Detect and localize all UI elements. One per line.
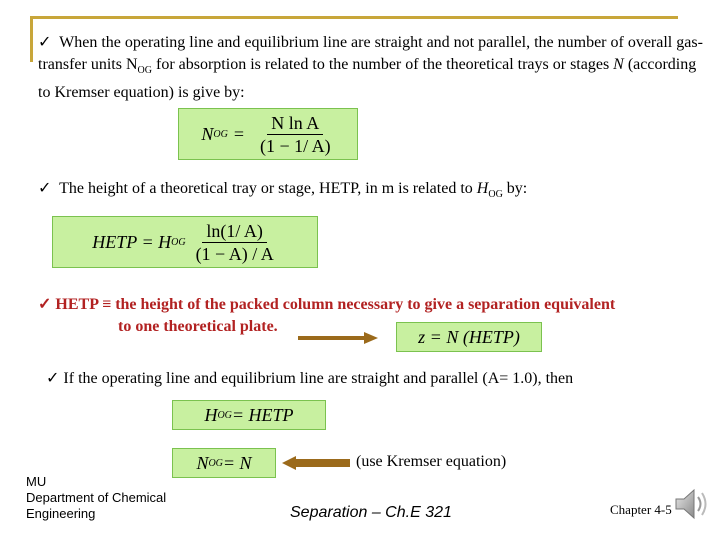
left-arrow-icon xyxy=(280,455,352,471)
equation-z: z = N (HETP) xyxy=(396,322,542,352)
bullet-2: ✓ The height of a theoretical tray or stage, HETP, in m is related to $H_{OG}$ by: xyxy=(38,180,528,201)
speaker-icon[interactable] xyxy=(672,484,712,524)
bullet-3-line2: to one theoretical plate. xyxy=(118,318,278,335)
equation-nog-kremser: N OG = $\frac{\text{N ln A}}{(1 - 1/ A)}$ xyxy=(178,108,358,160)
top-rule xyxy=(30,16,678,19)
bullet-1: ✓ When the operating line and equilibrium line are straight and not parallel, the number of overall gas-transfer units $N_{OG}$ for absorption is related to the number of the theoretical trays or stages N (according to Kremser equation) is give by: xyxy=(38,34,703,102)
course-title: Separation – Ch.E 321 xyxy=(290,504,452,521)
check-icon: ✓ xyxy=(46,370,60,387)
left-rule xyxy=(30,16,33,62)
check-icon: ✓ xyxy=(38,34,52,51)
bullet-4: ✓ If the operating line and equilibrium line are straight and parallel (A= 1.0), then xyxy=(46,370,574,387)
fraction-eq2: $\frac{\ln(1/ A)}{(1 - A) / A}$ xyxy=(195,220,274,264)
right-arrow-icon xyxy=(296,330,380,346)
fraction-eq1: $\frac{\text{N ln A}}{(1 - 1/ A)}$ xyxy=(259,112,331,156)
chapter-label: Chapter 4-5 xyxy=(610,502,672,517)
department-label: MU Department of Chemical Engineering xyxy=(26,474,167,521)
equation-hog-hetp: H OG = HETP xyxy=(172,400,326,430)
kremser-note: (use Kremser equation) xyxy=(356,453,507,470)
equation-nog-n: N OG = N xyxy=(172,448,276,478)
equation-hetp: HETP = H OG $\frac{\ln(1/ A)}{(1 - A) / A}$ xyxy=(52,216,318,268)
check-icon: ✓ xyxy=(38,180,52,197)
check-icon: ✓ xyxy=(38,296,52,313)
bullet-3-definition: ✓ HETP ≡ the height of the packed column necessary to give a separation equivalent xyxy=(38,296,616,313)
